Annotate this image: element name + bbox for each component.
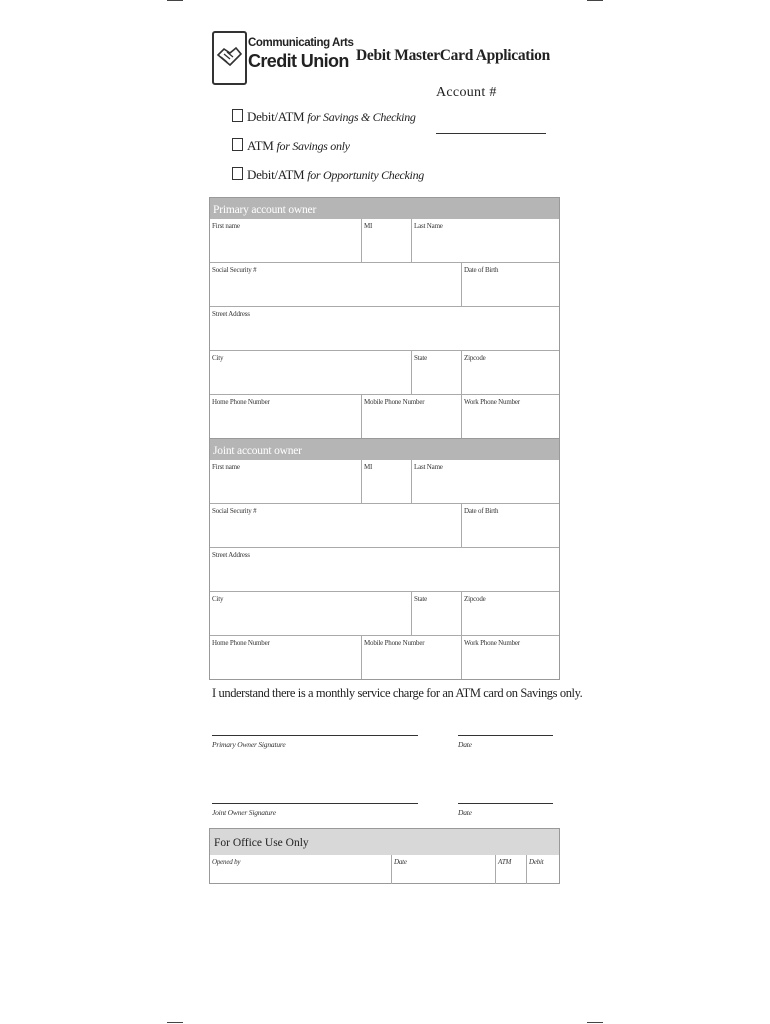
street-address-field[interactable]: Street Address [212,551,250,559]
crop-mark [167,0,183,1]
logo-name-line1: Communicating Arts [248,37,354,49]
joint-date-line[interactable] [458,803,553,804]
office-debit-field[interactable]: Debit [526,855,559,884]
work-phone-field[interactable]: Work Phone Number [461,636,559,679]
state-field[interactable]: State [411,592,461,635]
joint-date-label: Date [458,808,472,817]
primary-date-line[interactable] [458,735,553,736]
street-row [210,547,559,591]
option-sublabel: for Savings & Checking [307,110,416,124]
phone-row [210,394,559,438]
office-date-field[interactable]: Date [391,855,495,884]
name-row [210,219,559,262]
office-use-heading: For Office Use Only [210,829,559,855]
home-phone-field[interactable]: Home Phone Number [212,398,270,406]
dob-field[interactable]: Date of Birth [461,504,559,547]
credit-union-logo [212,31,354,83]
handshake-icon [212,31,247,85]
option-label: Debit/ATM [247,109,305,124]
checkbox[interactable] [232,167,243,180]
first-name-field[interactable]: First name [212,463,240,471]
option-debit-atm-opportunity-checking[interactable] [232,167,424,183]
section-heading: Primary account owner [210,198,559,219]
primary-owner-section [209,197,560,439]
city-field[interactable]: City [212,354,224,362]
checkbox[interactable] [232,109,243,122]
street-row [210,306,559,350]
office-use-section [209,828,560,884]
mobile-phone-field[interactable]: Mobile Phone Number [361,395,461,438]
primary-signature-line[interactable] [212,735,418,736]
city-row [210,591,559,635]
joint-owner-section [209,438,560,680]
city-field[interactable]: City [212,595,224,603]
primary-date-label: Date [458,740,472,749]
option-label: Debit/ATM [247,167,305,182]
form-title: Debit MasterCard Application [356,47,550,64]
crop-mark [587,1022,603,1023]
office-atm-field[interactable]: ATM [495,855,526,884]
city-row [210,350,559,394]
street-address-field[interactable]: Street Address [212,310,250,318]
option-label: ATM [247,138,274,153]
phone-row [210,635,559,679]
zipcode-field[interactable]: Zipcode [461,592,559,635]
atm-charge-notice: I understand there is a monthly service charge for an ATM card on Savings only. [212,686,583,700]
account-number-label: Account # [436,85,497,100]
ssn-field[interactable]: Social Security # [212,266,257,274]
zipcode-field[interactable]: Zipcode [461,351,559,394]
mobile-phone-field[interactable]: Mobile Phone Number [361,636,461,679]
dob-field[interactable]: Date of Birth [461,263,559,306]
checkbox[interactable] [232,138,243,151]
ssn-row [210,262,559,306]
work-phone-field[interactable]: Work Phone Number [461,395,559,438]
mi-field[interactable]: MI [361,219,411,262]
logo-name-line2: Credit Union [248,51,349,71]
mi-field[interactable]: MI [361,460,411,503]
ssn-field[interactable]: Social Security # [212,507,257,515]
joint-signature-line[interactable] [212,803,418,804]
crop-mark [587,0,603,1]
last-name-field[interactable]: Last Name [411,460,559,503]
joint-signature-label: Joint Owner Signature [212,808,276,817]
crop-mark [167,1022,183,1023]
option-sublabel: for Opportunity Checking [307,168,424,182]
state-field[interactable]: State [411,351,461,394]
first-name-field[interactable]: First name [212,222,240,230]
primary-signature-label: Primary Owner Signature [212,740,286,749]
account-number-field[interactable] [436,133,546,134]
ssn-row [210,503,559,547]
name-row [210,460,559,503]
option-debit-atm-savings-checking[interactable] [232,109,416,125]
home-phone-field[interactable]: Home Phone Number [212,639,270,647]
last-name-field[interactable]: Last Name [411,219,559,262]
section-heading: Joint account owner [210,439,559,460]
opened-by-field[interactable]: Opened by [212,858,241,866]
option-atm-savings-only[interactable] [232,138,350,154]
option-sublabel: for Savings only [276,139,350,153]
office-use-row [210,855,559,884]
